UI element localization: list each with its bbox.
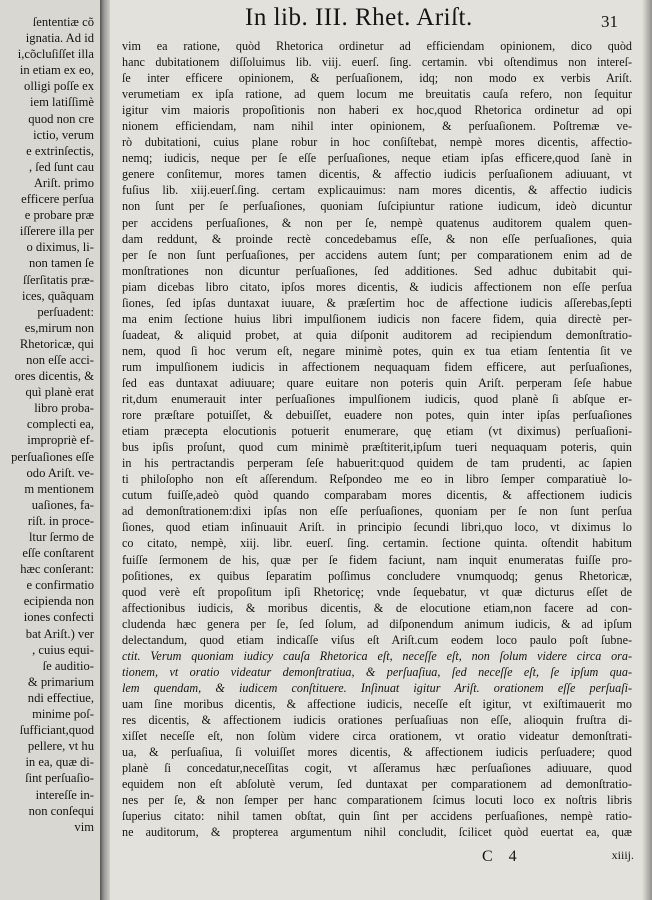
left-text-line: perſuadent: xyxy=(37,304,94,319)
left-text-line: , ſed ſunt cau xyxy=(28,159,94,174)
page-number: 31 xyxy=(601,12,618,31)
left-text-line: quod non cre xyxy=(28,111,94,126)
text-line: dam reddunt, & proinde rectè concedebamus eſſe, & non eſſe perſuaſiones, quia xyxy=(122,231,632,246)
left-text-line: e probare præ xyxy=(24,208,94,223)
left-text-line: bat Ariſt.) ver xyxy=(25,626,94,641)
left-text-line: ictio, verum xyxy=(33,127,94,142)
text-line: nem, quod ſi hoc verum eſt, negare minimè potes, quin ex tua etiam ſententia ſit ve xyxy=(122,343,632,358)
text-line: poſitiones, ex quibus ſeparatim poſſimus concludere vnumquodq; genus Rhetoricæ, xyxy=(122,568,632,583)
text-line: ſuadeat, & aliquid probet, at quia diſponit auditorem ad recipiendum demonſtratio- xyxy=(122,327,632,342)
text-line: lem quendam, & iudicem conſtituere. Inſinuat igitur Ariſt. orationem eſſe perſuaſi- xyxy=(122,680,632,695)
right-page xyxy=(110,0,652,900)
text-line: igitur vim maioris propoſitionis non haberi ex hoc,quod Rhetorica ordinetur ad opi xyxy=(122,103,632,118)
main-text-block xyxy=(122,38,632,840)
text-line: genere conſitemur, mores tamen dicentis, & affectio iudicis perſuaſionem adiuuant, vt xyxy=(122,167,632,182)
text-line: ma enim ſectione huius libri impulſionem iudicis non facere fidem, quia directè per- xyxy=(122,311,632,326)
text-line: res dicentis, & affectionem iudicis orationes perſuaſiuas non eſſe, alioquin fruſtra di- xyxy=(122,712,632,727)
left-text-line: intereſſe in- xyxy=(35,787,94,802)
text-line: rum impulſionem iudicis in affectionem nequaquam fidem efficere, aut perſuaſiones, xyxy=(122,359,632,374)
text-line: rit,dum enumerauit inter perſuaſiones impulſionem iudicis, quod planè ſi abſque er- xyxy=(122,392,632,407)
left-text-line: uaſiones, fa- xyxy=(31,497,94,512)
left-text-line: & primarium xyxy=(27,674,94,689)
signature-mark: C 4 xyxy=(482,848,523,865)
book-gutter xyxy=(100,0,110,900)
left-text-line: complecti ea, xyxy=(26,417,94,432)
left-text-line: ndi effectiue, xyxy=(27,690,94,705)
left-text-line: ſſerſitatis præ- xyxy=(23,272,94,287)
page-edge-shadow xyxy=(642,0,652,900)
left-text-line: eſſe conſtarent xyxy=(22,546,94,561)
left-text-line: e confirmatio xyxy=(26,578,94,593)
left-text-line: i,cõcluſiſſet illa xyxy=(17,47,94,62)
text-line: ti philoſopho non eſt aſſerendum. Reſpondeo me eo in libro ſemper comparatiuè lo- xyxy=(122,472,632,487)
left-text-line: perſuaſiones eſſe xyxy=(11,449,94,464)
left-text-line: m mentionem xyxy=(24,481,94,496)
left-text-line: in ea, quæ di- xyxy=(25,755,94,770)
text-line: monſtrationes non dicuntur perſuaſiones, ſed additiones. Sed adhuc dubitabit qui- xyxy=(122,263,632,278)
text-line: tionem, vt oratio videatur demonſtratiua, & perſuaſiua, ſed neceſſe eſt, ſe ipſum qua- xyxy=(122,664,632,679)
left-text-line: libro proba- xyxy=(34,401,94,416)
catchword: xiiij. xyxy=(611,848,634,862)
left-text-line: non tamen ſe xyxy=(28,256,94,271)
left-text-line: ignatia. Ad id xyxy=(25,31,94,46)
text-line: nes per ſe, & non ſemper per hanc comparationem ſcimus locuti loco ex noſtris libris xyxy=(122,793,632,808)
left-text-line: non eſſe acci- xyxy=(26,352,94,367)
left-text-line: vim xyxy=(74,819,94,834)
text-line: ua, & perſuaſiua, ſi voluiſſet mores dicentis, & affectionem iudicis perſuadere; quod xyxy=(122,745,632,760)
text-line: cludenda hæc genera per ſe, ſed ſolum, ad diſponendum animum iudicis, & ad ipſum xyxy=(122,616,632,631)
left-text-line: ores dicentis, & xyxy=(14,369,94,384)
text-line: hanc dubitationem diſſoluimus lib. viij. euerſ. ſing. certamin. vbi oſtendimus non intereſ- xyxy=(122,55,632,70)
left-text-line: Rhetoricæ, qui xyxy=(19,336,94,351)
text-line: quod verè eſt propoſitum ipſi Rhetoricę; vnde ſequebatur, vt quæ dicturus eſſet de xyxy=(122,584,632,599)
left-text-line: hæc conſerant: xyxy=(20,562,94,577)
text-line: ſed eas duntaxat adiuuare; quare euitare non poteris quin Ariſt. perperam ſeſe habue xyxy=(122,375,632,390)
text-line: ad demonſtrationem:dixi ipſas non eſſe perſuaſiones, quoniam per ſe non ſunt perſua xyxy=(122,504,632,519)
text-line: fuiſſe ſermonem de his, quæ per ſe fidem faciunt, nam inquit enumeratas fuiſſe pro- xyxy=(122,552,632,567)
text-line: co citato, nempè, xiij. libr. euerſ. ſing. certamin. ſectione quinta. oſtendit habitum xyxy=(122,536,632,551)
text-line: piam dicebas libro citato, ipſos mores dicentis, & iudicis affectionem non eſſe perſua xyxy=(122,279,632,294)
text-line: etiam præcepta elocutionis potuerit enumerare, quę etiam (vt diximus) perſuaſioni- xyxy=(122,424,632,439)
text-line: ſiones, quod etiam inſinuauit Ariſt. in principio ſecundi libri,quo loco, vt diximus lo xyxy=(122,520,632,535)
left-text-line: ices, quãquam xyxy=(21,288,94,303)
text-line: non ſunt per ſe perſuaſiones, quoniam ſuſcipiuntur ratione iudicum, ideò dicuntur xyxy=(122,199,632,214)
left-text-line: ſufficiant,quod xyxy=(19,723,94,738)
text-line: in his pertractandis perperam ſeſe habuerit:quod quidem de tam prudenti, ac ſapien xyxy=(122,456,632,471)
left-text-line: e extrinſectis, xyxy=(26,143,94,158)
text-line: ſiones, ſed ipſas duntaxat iuuare, & præſertim hoc de affectione iudicis aſſerebas,ſepti xyxy=(122,295,632,310)
left-text-line: non conſequi xyxy=(28,803,94,818)
running-head: In lib. III. Rhet. Ariſt. xyxy=(245,4,473,31)
left-text-line: pellere, vt hu xyxy=(27,739,94,754)
left-text-line: ſint perſuaſio- xyxy=(25,771,94,786)
text-line: ctit. Verum quoniam iudicy cauſa Rhetorica eſt, neceſſe eſt, non ſolum videre circa ora- xyxy=(122,648,632,663)
text-line: verumetiam ex ipſa ratione, ad quem locum me breuitatis cauſa refero, non ſequitur xyxy=(122,87,632,102)
text-line: cutum fuiſſe,adeò quòd quando comparabam mores dicentis, & affectionem iudicis xyxy=(122,488,632,503)
text-line: rore præſtare potuiſſet, & debuiſſet, euadere non potes, quin inter ipſas perſuaſiones xyxy=(122,408,632,423)
left-text-line: iem latiſſimè xyxy=(29,95,94,110)
left-text-line: ecipienda non xyxy=(23,594,94,609)
text-line: ne auditorum, & propterea argumentum nihil concludit, ſcilicet quòd euertat ea, quæ xyxy=(122,825,632,840)
text-line: ſe inter efficere opinionem, & perſuaſionem, idq; non modo ex verbis Ariſt. xyxy=(122,71,632,86)
text-line: bus ipſis proſunt, quod cum minimè præſtiterit,ipſum tueri nequaquam poteris, quin xyxy=(122,440,632,455)
text-line: ſuperius citato: nihil tamen obſtat, quin ſint per accidens perſuaſiones, nempè ratio- xyxy=(122,809,632,824)
text-line: nemq; iudicis, neque per ſe eſſe perſuaſiones, neque etiam ipſas efficere,quod ſanè in xyxy=(122,151,632,166)
text-line: equidem non eſt abſolutè verum, ſed duntaxat per comparationem ad demonſtratio- xyxy=(122,777,632,792)
page-header xyxy=(110,2,630,32)
left-page xyxy=(0,0,101,900)
left-text-line: minime poſ- xyxy=(32,707,94,722)
left-text-line: impropriè ef- xyxy=(27,433,94,448)
text-line: uam ſine moribus dicentis, & affectione iudicis, neceſſe eſt igitur, vt exiſtimauerit mo xyxy=(122,696,632,711)
page-footer xyxy=(110,842,652,872)
left-text-line: Ariſt. primo xyxy=(33,175,94,190)
left-text-line: , cuius equi- xyxy=(32,642,94,657)
left-text-line: efficere perſua xyxy=(21,192,94,207)
left-text-line: odo Ariſt. ve- xyxy=(26,465,94,480)
left-text-line: olligi poſſe ex xyxy=(24,79,94,94)
text-line: delectandum, quod etiam indicaſſe viſus eſt Ariſt.cum eodem loco paulo poſt ſubne- xyxy=(122,632,632,647)
left-text-line: ltur ſermo de xyxy=(28,530,94,544)
left-text-line: o diximus, li- xyxy=(26,240,94,255)
text-line: nionem efficiendam, nam nihil inter opinionem, & perſuaſionem. Poſtremæ ve- xyxy=(122,119,632,134)
left-text-line: quì planè erat xyxy=(25,385,94,400)
text-line: xiſſet neceſſe eſt, non ſolùm videre circa orationem, vt oratio videatur demonſtrati- xyxy=(122,729,632,744)
left-text-line: es,mirum non xyxy=(24,320,94,335)
left-text-line: ſe auditio- xyxy=(42,658,94,673)
left-text-line: iſſerere illa per xyxy=(19,224,94,239)
text-line: fuſius lib. xiij.euerſ.ſing. certam explicauimus: nam mores dicentis, & affectio iudicis xyxy=(122,183,632,198)
left-text-line: iones confecti xyxy=(23,610,94,625)
left-text-line: riſt. in proce- xyxy=(27,513,94,528)
text-line: affectionibus iudicis, & moribus dicentis, & de elocutione etiam,non facere ad con- xyxy=(122,600,632,615)
text-line: per ſe non ſunt perſuaſiones, per accidens autem ſunt; per comparationem enim ad de xyxy=(122,247,632,262)
text-line: per accidens perſuaſiones, & non per ſe, nempè quatenus auditorem qualem quen- xyxy=(122,215,632,230)
left-page-text xyxy=(0,14,96,835)
text-line: rò dubitationi, cuius plane robur in hoc conſiſtebat, nempè mores dicentis, affectio- xyxy=(122,135,632,150)
left-text-line: ſententiæ cõ xyxy=(32,15,94,29)
text-line: vim ea ratione, quòd Rhetorica ordinetur ad efficiendam opinionem, dico quòd xyxy=(122,39,632,53)
left-text-line: in etiam ex eo, xyxy=(19,63,94,78)
text-line: planè ſi concedatur,neceſſitas cogit, vt aſſeramus hæc perſuaſiones adiuuare, quod xyxy=(122,761,632,776)
